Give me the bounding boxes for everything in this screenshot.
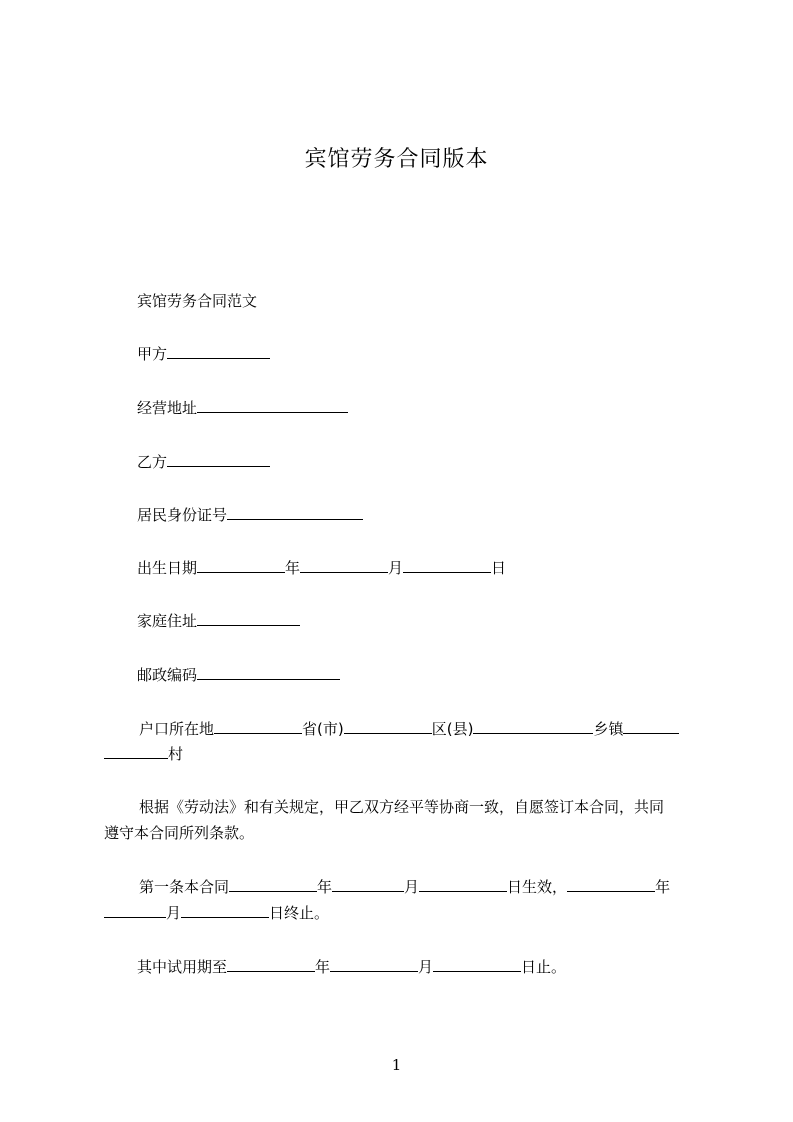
party-a-blank[interactable] <box>167 344 270 359</box>
end-year-blank[interactable] <box>567 877 655 892</box>
page-number: 1 <box>391 1056 402 1074</box>
start-month-blank[interactable] <box>332 877 404 892</box>
article-1-line-2: 月 日终止。 <box>104 902 702 924</box>
probation-line: 其中试用期至 年 月 日止。 <box>137 958 567 976</box>
party-b-blank[interactable] <box>167 452 270 467</box>
id-number-blank[interactable] <box>227 505 363 520</box>
law-paragraph-line-2: 遵守本合同所列条款。 <box>104 824 255 842</box>
birth-day-blank[interactable] <box>403 558 491 573</box>
end-day-blank[interactable] <box>181 903 269 918</box>
start-year-blank[interactable] <box>229 877 317 892</box>
document-subtitle: 宾馆劳务合同范文 <box>137 292 258 310</box>
document-title: 宾馆劳务合同版本 <box>304 147 489 172</box>
hukou-village-blank-b[interactable] <box>104 744 168 759</box>
postal-code-blank[interactable] <box>197 665 340 680</box>
probation-day-blank[interactable] <box>433 957 521 972</box>
article-1-line-1: 第一条本合同 年 月 日生效， 年 <box>139 878 671 896</box>
hukou-province-blank[interactable] <box>214 719 302 734</box>
birth-date-field: 出生日期 年 月 日 <box>137 559 507 577</box>
hukou-district-blank[interactable] <box>344 719 432 734</box>
hukou-town-blank[interactable] <box>473 719 593 734</box>
party-b-field: 乙方 <box>104 451 735 473</box>
end-month-blank[interactable] <box>104 903 166 918</box>
id-number-field: 居民身份证号 <box>104 504 735 526</box>
address-field: 经营地址 <box>104 397 735 419</box>
hukou-field-continued: 村 <box>104 743 702 765</box>
law-paragraph-line-1: 根据《劳动法》和有关规定，甲乙双方经平等协商一致，自愿签订本合同，共同 <box>139 798 665 816</box>
birth-month-blank[interactable] <box>300 558 388 573</box>
hukou-field: 户口所在地 省(市) 区(县) 乡镇 <box>104 718 737 740</box>
home-address-blank[interactable] <box>197 611 300 626</box>
birth-year-blank[interactable] <box>197 558 285 573</box>
party-a-field: 甲方 <box>104 343 735 365</box>
probation-year-blank[interactable] <box>227 957 315 972</box>
address-blank[interactable] <box>197 398 348 413</box>
start-day-blank[interactable] <box>419 877 507 892</box>
hukou-village-blank-a[interactable] <box>623 719 679 734</box>
probation-month-blank[interactable] <box>330 957 418 972</box>
home-address-field: 家庭住址 <box>104 610 735 632</box>
postal-code-field: 邮政编码 <box>104 664 735 686</box>
